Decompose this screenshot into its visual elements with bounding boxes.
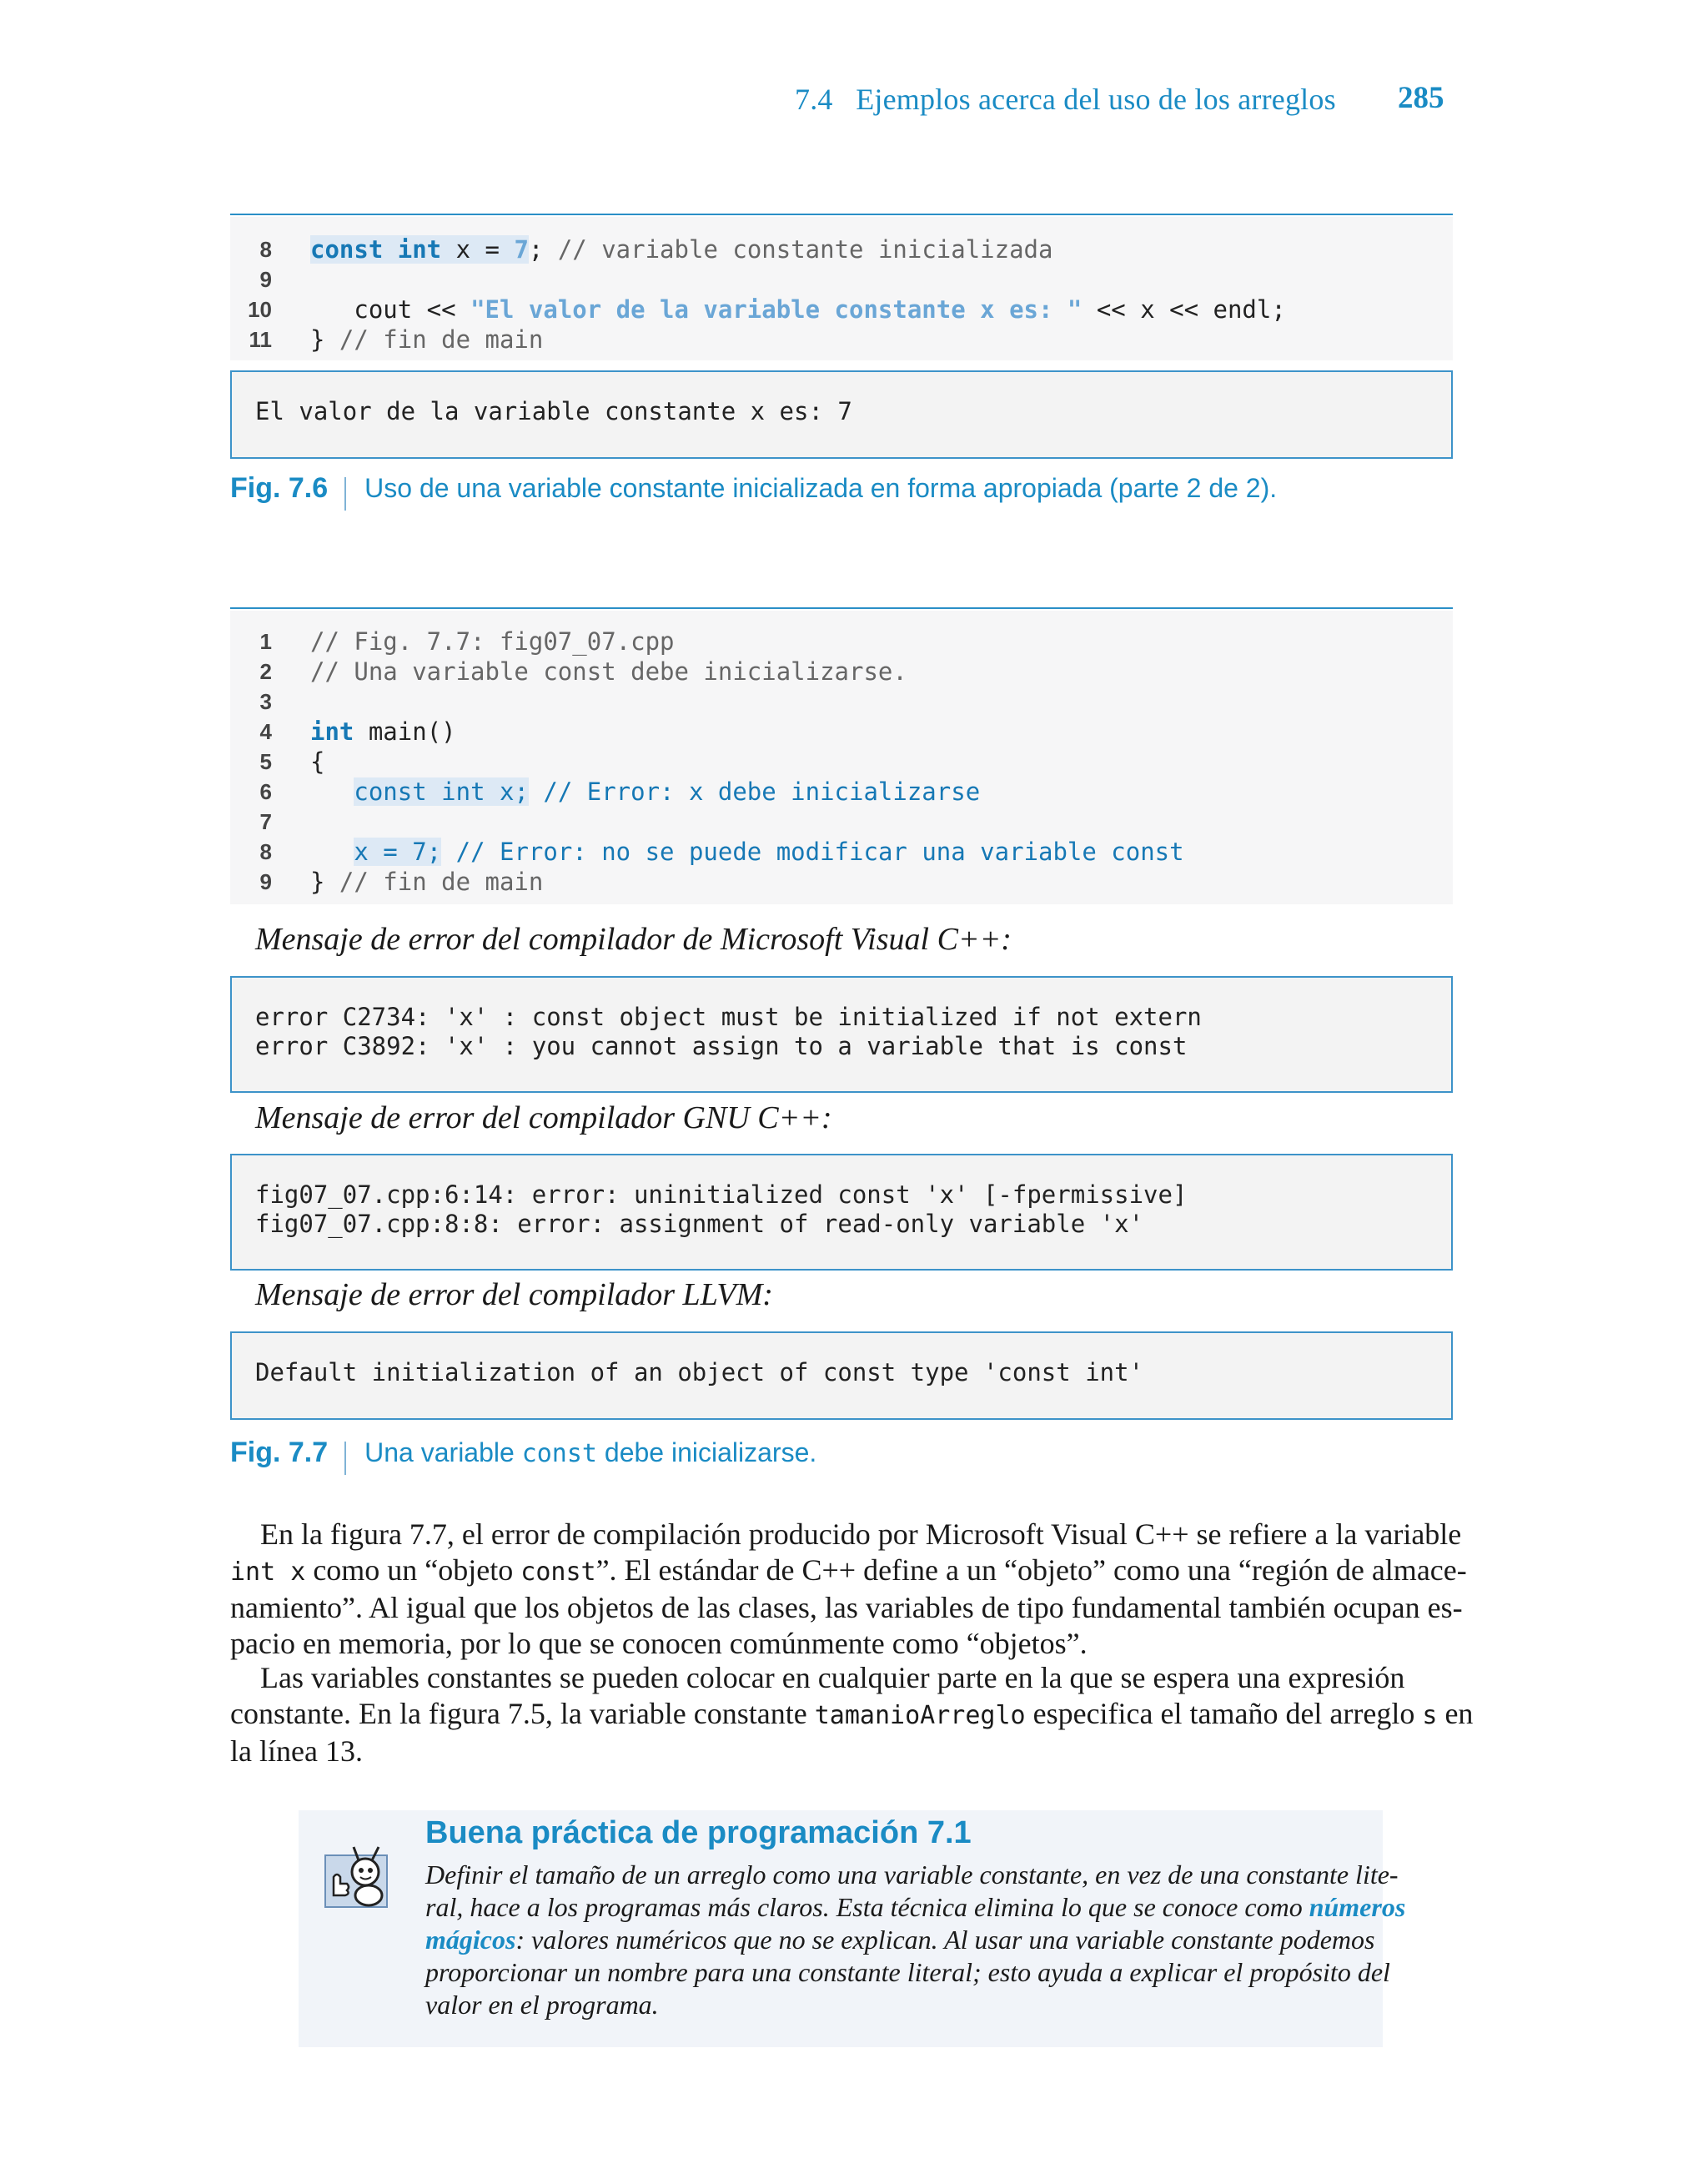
text-run: proporcionar un nombre para una constante literal; esto ayuda a explicar el propósito del xyxy=(425,1957,1390,1987)
code-token: cout << xyxy=(310,295,471,324)
text-run: como un “objeto xyxy=(305,1553,521,1587)
text-line xyxy=(230,1660,1453,1696)
code-token: // fin de main xyxy=(339,325,544,354)
line-number: 10 xyxy=(248,297,272,322)
code-line xyxy=(230,717,1453,747)
code-token: // Error: no se puede modificar una variable const xyxy=(441,838,1184,866)
code-text xyxy=(310,235,1052,264)
caption-divider xyxy=(344,477,346,511)
tip-line xyxy=(425,1956,1390,1989)
msvc-error-label: Mensaje de error del compilador de Microsoft Visual C++: xyxy=(255,922,1012,957)
gnu-error-output xyxy=(230,1154,1453,1271)
output-text: fig07_07.cpp:6:14: error: uninitialized const 'x' [-fpermissive] fig07_07.cpp:8:8: error: assignment of read-only variable 'x' xyxy=(255,1180,1188,1238)
line-number: 4 xyxy=(259,719,272,744)
tip-title: Buena práctica de programación 7.1 xyxy=(425,1815,972,1850)
code-line xyxy=(230,747,1453,777)
code-line xyxy=(230,777,1453,808)
figure-label: Fig. 7.6 xyxy=(230,472,329,504)
code-text xyxy=(310,657,907,686)
code-top-rule xyxy=(230,607,1453,609)
code-token: const int x; xyxy=(354,777,529,806)
line-number: 8 xyxy=(259,839,272,864)
code-token: // fin de main xyxy=(339,868,544,896)
code-token xyxy=(310,777,354,806)
code-line xyxy=(230,687,1453,717)
line-number: 8 xyxy=(259,237,272,262)
text-run: pacio en memoria, por lo que se conocen comúnmente como “objetos”. xyxy=(230,1627,1088,1660)
llvm-error-label: Mensaje de error del compilador LLVM: xyxy=(255,1277,773,1312)
tip-line xyxy=(425,1924,1375,1956)
bug-thumbs-up-icon xyxy=(322,1840,394,1912)
msvc-error-output xyxy=(230,976,1453,1093)
code-token: x = 7; xyxy=(354,838,442,866)
code-token: 7 xyxy=(514,235,529,264)
line-number: 5 xyxy=(259,749,272,774)
figure-caption-text-end: debe inicializarse. xyxy=(597,1437,817,1467)
text-run: : valores numéricos que no se explican. Al usar una variable constante podemos xyxy=(515,1925,1375,1955)
body-paragraph-1 xyxy=(230,1517,1467,1662)
text-run: Las variables constantes se pueden colocar en cualquier parte en la que se espera una expresión xyxy=(230,1661,1405,1694)
text-run: la línea 13. xyxy=(230,1734,363,1768)
code-line xyxy=(230,295,1453,325)
text-line xyxy=(230,1734,1453,1769)
tip-line xyxy=(425,1989,1359,2021)
body-paragraph-2 xyxy=(230,1660,1474,1769)
code-line xyxy=(230,657,1453,687)
code-token: // Error: x debe inicializarse xyxy=(528,777,981,806)
code-line xyxy=(230,627,1453,657)
code-line xyxy=(230,808,1453,838)
text-line xyxy=(230,1552,1467,1590)
output-text: error C2734: 'x' : const object must be initialized if not extern error C3892: 'x' : you cannot assign to a variable that is const xyxy=(255,1003,1202,1060)
tip-line xyxy=(425,1891,1406,1924)
text-line xyxy=(230,1517,1462,1552)
code-top-rule xyxy=(230,214,1453,215)
tip-line xyxy=(425,1859,1399,1891)
llvm-error-output xyxy=(230,1331,1453,1420)
code-text xyxy=(310,325,543,354)
text-run: ral, hace a los programas más claros. Esta técnica elimina lo que se conoce como xyxy=(425,1892,1309,1922)
code-text xyxy=(310,777,980,806)
code-token: main() xyxy=(354,717,456,746)
inline-code: const xyxy=(520,1558,596,1587)
code-text xyxy=(310,838,1184,866)
text-run: constante. En la figura 7.5, la variable constante xyxy=(230,1697,815,1730)
code-token: const int xyxy=(310,235,442,264)
code-text xyxy=(310,868,543,896)
text-line xyxy=(230,1590,1463,1626)
line-number: 11 xyxy=(249,327,272,352)
output-text: Default initialization of an object of const type 'const int' xyxy=(255,1358,1144,1386)
code-listing-fig76 xyxy=(230,217,1453,360)
code-token: ; xyxy=(528,235,558,264)
line-number: 6 xyxy=(259,779,272,804)
line-number: 9 xyxy=(259,267,272,292)
output-text: El valor de la variable constante x es: 7 xyxy=(255,397,852,425)
text-run: namiento”. Al igual que los objetos de las clases, las variables de tipo fundamental también ocupan es- xyxy=(230,1591,1463,1624)
text-run: Definir el tamaño de un arreglo como una variable constante, en vez de una constante lite- xyxy=(425,1859,1399,1890)
code-token: int xyxy=(310,717,354,746)
code-line xyxy=(230,235,1453,265)
caption-divider xyxy=(344,1442,346,1475)
text-line xyxy=(230,1696,1474,1734)
key-term: números xyxy=(1309,1892,1406,1922)
code-token: } xyxy=(310,868,339,896)
code-text xyxy=(310,627,675,656)
code-token: { xyxy=(310,747,325,776)
text-run: ”. El estándar de C++ define a un “objeto” como una “región de almace- xyxy=(595,1553,1467,1587)
text-line xyxy=(230,1626,1453,1662)
code-token xyxy=(310,838,354,866)
figure-caption-text: Uso de una variable constante inicializada en forma apropiada (parte 2 de 2). xyxy=(364,473,1278,503)
figure-caption-code: const xyxy=(521,1439,597,1468)
running-header-section: 7.4 Ejemplos acerca del uso de los arreglos xyxy=(795,83,1336,116)
line-number: 7 xyxy=(259,809,272,834)
inline-code: s xyxy=(1422,1701,1438,1730)
gnu-error-label: Mensaje de error del compilador GNU C++: xyxy=(255,1100,832,1135)
code-line xyxy=(230,838,1453,868)
inline-code: int x xyxy=(230,1558,306,1587)
key-term: mágicos xyxy=(425,1925,516,1955)
code-text xyxy=(310,295,1286,324)
text-run: valor en el programa. xyxy=(425,1990,659,2020)
code-line xyxy=(230,265,1453,295)
inline-code: tamanioArreglo xyxy=(814,1701,1026,1730)
code-text xyxy=(310,747,324,776)
code-token: << x << endl; xyxy=(1082,295,1286,324)
code-token: } xyxy=(310,325,339,354)
text-run: especifica el tamaño del arreglo xyxy=(1025,1697,1423,1730)
code-line xyxy=(230,868,1453,898)
code-text xyxy=(310,717,456,746)
line-number: 2 xyxy=(259,659,272,684)
program-output-fig76 xyxy=(230,370,1453,459)
code-token: // Fig. 7.7: fig07_07.cpp xyxy=(310,627,675,656)
text-run: en xyxy=(1437,1697,1474,1730)
code-line xyxy=(230,325,1453,355)
figure-caption-fig76 xyxy=(230,472,1277,511)
page-number: 285 xyxy=(1398,81,1444,115)
figure-caption-text: Una variable xyxy=(364,1437,522,1467)
line-number: 3 xyxy=(259,689,272,714)
text-run: En la figura 7.7, el error de compilación producido por Microsoft Visual C++ se refiere a la variable xyxy=(230,1517,1462,1551)
line-number: 9 xyxy=(259,869,272,894)
code-token: // variable constante inicializada xyxy=(557,235,1053,264)
tip-body xyxy=(425,1859,1406,2021)
code-token: // Una variable const debe inicializarse. xyxy=(310,657,907,686)
line-number: 1 xyxy=(259,629,272,654)
code-listing-fig77 xyxy=(230,611,1453,904)
figure-caption-fig77 xyxy=(230,1437,816,1475)
figure-label: Fig. 7.7 xyxy=(230,1437,329,1468)
code-token: x = xyxy=(441,235,515,264)
code-token: "El valor de la variable constante x es: " xyxy=(470,295,1083,324)
